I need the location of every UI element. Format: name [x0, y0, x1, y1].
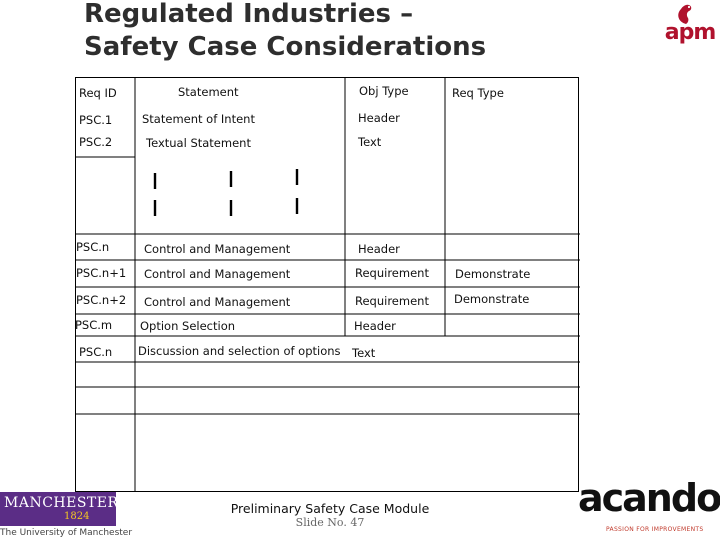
row-2-obj-type: Text	[358, 135, 382, 149]
row-2-statement: Textual Statement	[146, 136, 251, 150]
row-7-req-id: PSC.n	[79, 345, 113, 359]
apm-logo-text: apm	[664, 20, 716, 45]
acando-logo	[576, 476, 720, 540]
manchester-logo-block	[0, 492, 119, 526]
slide-number: Slide No. 47	[295, 516, 365, 529]
requirements-table	[75, 77, 580, 493]
manchester-logo-subtitle: The University of Manchester	[0, 528, 133, 538]
row-3-req-id: PSC.n	[76, 240, 110, 254]
row-6-statement: Option Selection	[140, 319, 236, 333]
row-1-statement: Statement of Intent	[142, 112, 255, 126]
row-4-req-type: Demonstrate	[455, 267, 531, 281]
row-5-req-id: PSC.n+2	[76, 293, 127, 307]
row-5-req-type: Demonstrate	[454, 292, 530, 306]
header-statement: Statement	[178, 85, 239, 99]
manchester-logo-name: MANCHESTER	[4, 495, 119, 511]
row-1-obj-type: Header	[358, 111, 400, 125]
row-4-statement: Control and Management	[144, 267, 291, 281]
slide-title-line1: Regulated Industries –	[84, 0, 414, 29]
row-4-req-id: PSC.n+1	[76, 266, 127, 280]
row-3-statement: Control and Management	[144, 242, 291, 256]
row-2-req-id: PSC.2	[79, 135, 113, 149]
row-6-req-id: PSC.m	[75, 318, 113, 332]
row-7-obj-type: Text	[352, 346, 376, 360]
row-1-req-id: PSC.1	[79, 113, 113, 127]
row-7-statement: Discussion and selection of options	[138, 344, 341, 358]
apm-logo	[662, 2, 718, 54]
slide-title	[84, 0, 644, 64]
header-req-id: Req ID	[79, 86, 117, 100]
row-5-statement: Control and Management	[144, 295, 291, 309]
header-obj-type: Obj Type	[359, 84, 409, 98]
row-3-obj-type: Header	[358, 242, 400, 256]
row-4-obj-type: Requirement	[355, 266, 429, 280]
manchester-logo-year: 1824	[64, 511, 90, 522]
slide-title-line2: Safety Case Considerations	[84, 32, 487, 62]
acando-logo-wordmark: acando	[578, 476, 720, 520]
ellipsis-marks	[155, 169, 297, 216]
row-5-obj-type: Requirement	[355, 294, 429, 308]
acando-logo-tagline: PASSION FOR IMPROVEMENTS	[606, 526, 704, 533]
footer-module-title: Preliminary Safety Case Module	[230, 501, 430, 516]
row-6-obj-type: Header	[354, 319, 396, 333]
header-req-type: Req Type	[452, 86, 504, 100]
manchester-logo	[0, 492, 133, 540]
